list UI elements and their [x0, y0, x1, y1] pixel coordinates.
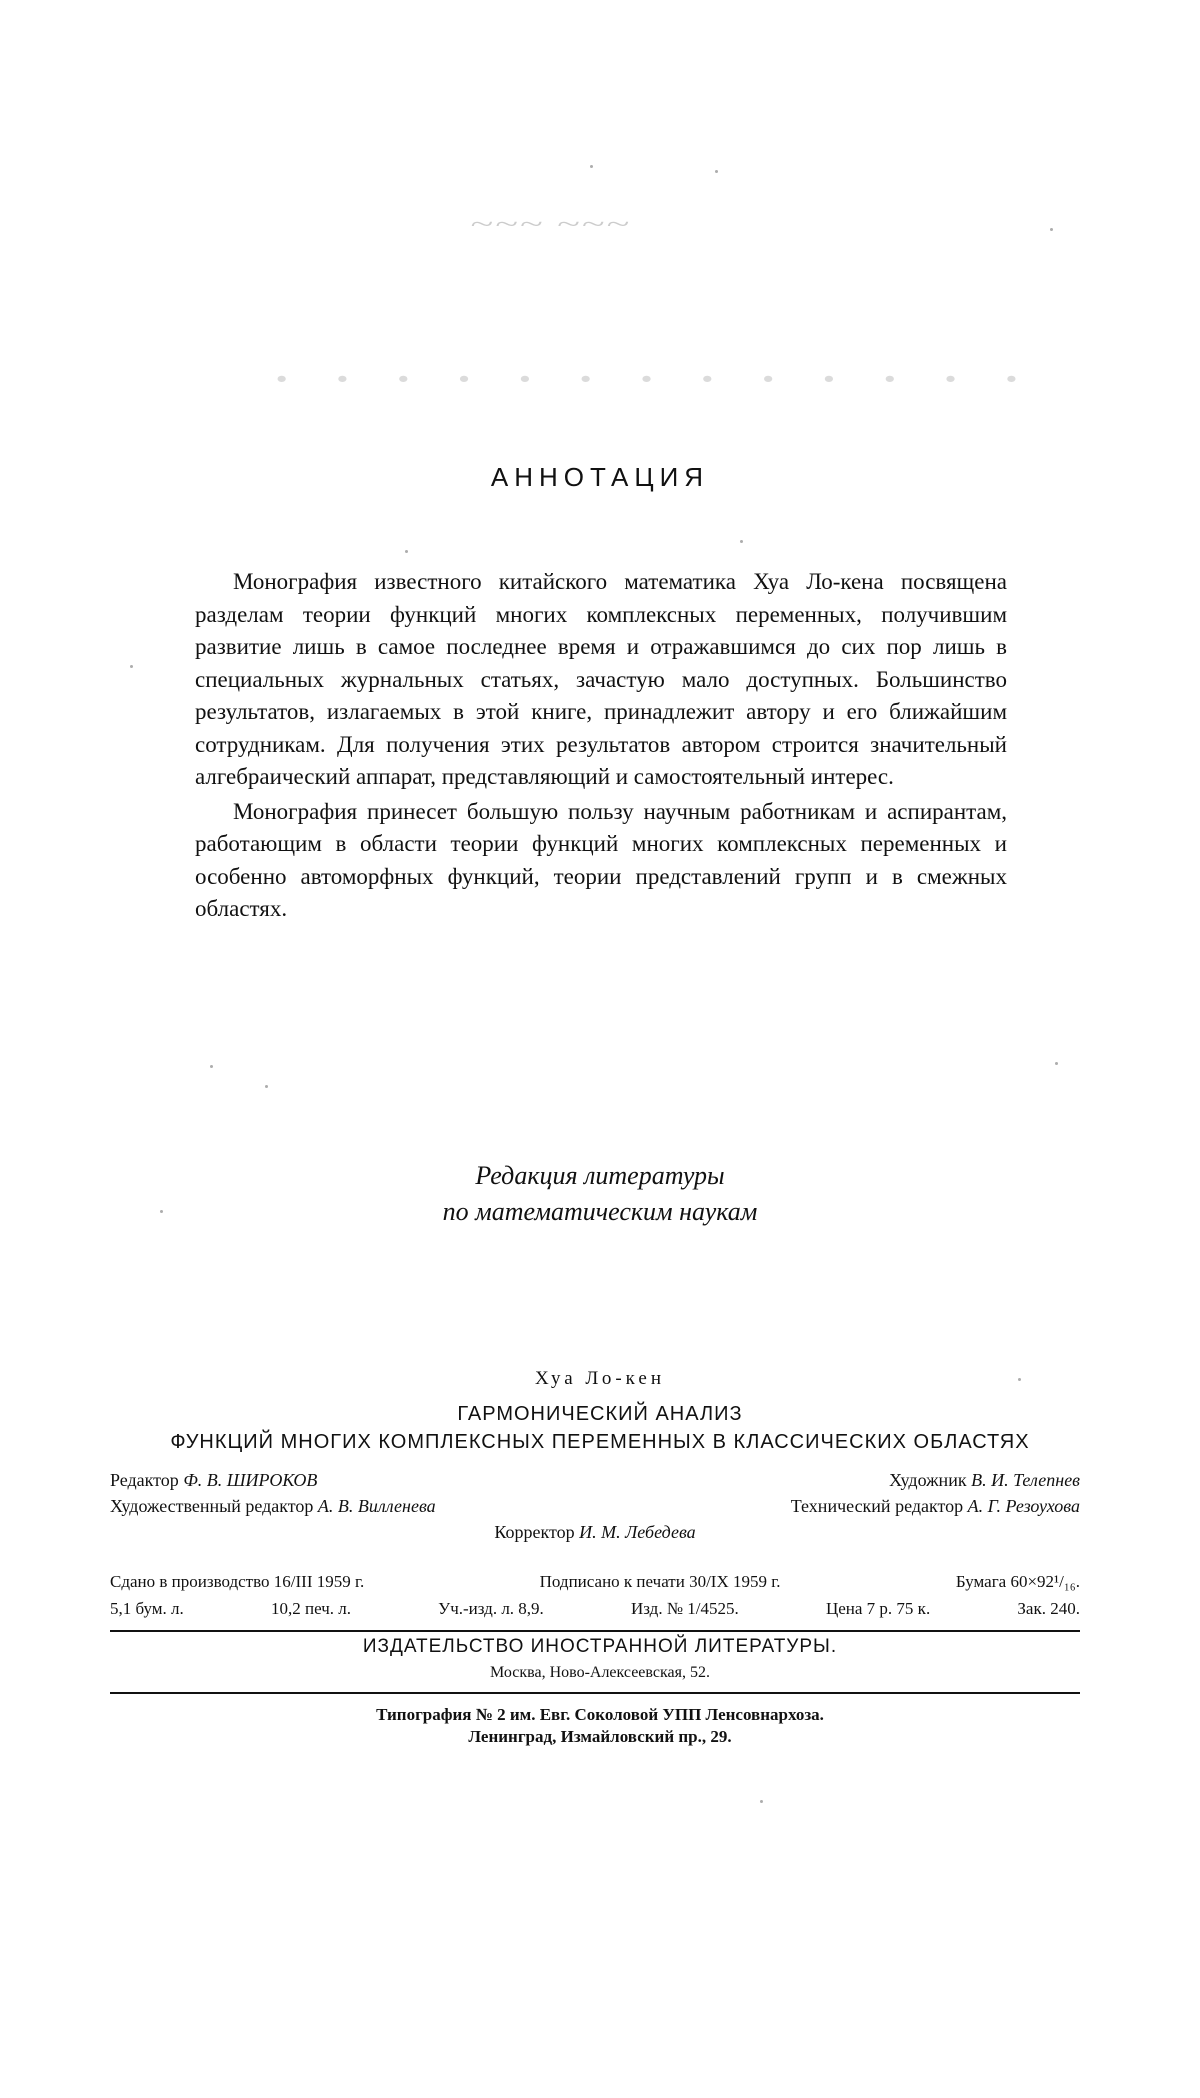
editorial-department: [0, 1158, 1200, 1230]
divider: [110, 1692, 1080, 1694]
proofreader-name: И. М. Лебедева: [579, 1522, 696, 1542]
credit-row: [110, 1470, 1080, 1496]
bleed-through-mark: · · · · · · · · · · · · ·: [270, 350, 1034, 409]
divider: [110, 1630, 1080, 1632]
scan-speck: [760, 1800, 763, 1803]
print-info-row: [110, 1599, 1080, 1626]
print-info-item: Подписано к печати 30/IX 1959 г.: [539, 1572, 781, 1591]
credit-row: [110, 1496, 1080, 1522]
book-title: [0, 1400, 1200, 1456]
scan-speck: [265, 1085, 268, 1088]
scan-speck: [1050, 228, 1053, 231]
editor-credit: [110, 1470, 317, 1491]
editor-label: Редактор: [110, 1470, 179, 1490]
art-editor-label: Художественный редактор: [110, 1496, 314, 1516]
print-info-item: Уч.-изд. л. 8,9.: [438, 1599, 544, 1618]
tech-editor-credit: [791, 1496, 1080, 1517]
credit-row: [110, 1522, 1080, 1548]
annotation-paragraph: Монография известного китайского математика Хуа Ло-кена посвящена разделам теории функций многих комплексных переменных, получившим развитие лишь в самое последнее время и отражавшимся до сих пор лишь в специальных журнальных статьях, зачастую мало доступных. Большинство результатов, излагаемых в этой книге, принадлежит автору и его ближайшим сотрудникам. Для получения этих результатов автором строится значительный алгебраический аппарат, представляющий и самостоятельный интерес.: [195, 569, 1007, 789]
art-editor-credit: [110, 1496, 436, 1517]
print-info-row: [110, 1572, 1080, 1599]
proofreader-label: Корректор: [494, 1522, 575, 1542]
credits: [110, 1470, 1080, 1548]
print-info-item: Сдано в производство 16/III 1959 г.: [110, 1572, 365, 1591]
editor-name: Ф. В. ШИРОКОВ: [183, 1470, 318, 1490]
print-info-item: Изд. № 1/4525.: [631, 1599, 739, 1618]
proofreader-credit: [110, 1522, 1080, 1543]
artist-name: В. И. Телепнев: [971, 1470, 1080, 1490]
tech-editor-name: А. Г. Резоухова: [967, 1496, 1080, 1516]
book-title-line: ГАРМОНИЧЕСКИЙ АНАЛИЗ: [457, 1403, 743, 1425]
annotation-paragraph: Монография принесет большую пользу научным работникам и аспирантам, работающим в области теории функций многих комплексных переменных и особенно автоморфных функций, теории представлений групп и в смежных областях.: [195, 798, 1007, 921]
art-editor-name: А. В. Вилленева: [317, 1496, 436, 1516]
scan-speck: [740, 540, 743, 543]
annotation-body: [195, 566, 1007, 928]
publisher-name: ИЗДАТЕЛЬСТВО ИНОСТРАННОЙ ЛИТЕРАТУРЫ.: [362, 1636, 838, 1657]
scan-speck: [405, 550, 408, 553]
printing-house: [0, 1704, 1200, 1748]
artist-label: Художник: [889, 1470, 967, 1490]
print-info-item: Цена 7 р. 75 к.: [825, 1599, 931, 1618]
scan-speck: [210, 1065, 213, 1068]
printing-house-line: Типография № 2 им. Евг. Соколовой УПП Ленсовнархоза.: [376, 1705, 824, 1724]
scan-speck: [130, 665, 133, 668]
tech-editor-label: Технический редактор: [790, 1496, 964, 1516]
book-title-line: ФУНКЦИЙ МНОГИХ КОМПЛЕКСНЫХ ПЕРЕМЕННЫХ В КЛАССИЧЕСКИХ ОБЛАСТЯХ: [170, 1431, 1030, 1453]
editorial-line: по математическим наукам: [442, 1197, 758, 1226]
print-info-item: 10,2 печ. л.: [270, 1599, 351, 1618]
bleed-through-mark: ~~~ ~~~: [470, 210, 631, 238]
print-info-item: Зак. 240.: [1017, 1599, 1080, 1618]
print-info-item: 5,1 бум. л.: [110, 1599, 184, 1618]
printing-house-line: Ленинград, Измайловский пр., 29.: [468, 1727, 732, 1746]
book-author: Хуа Ло-кен: [534, 1368, 666, 1389]
print-info: [110, 1572, 1080, 1626]
scan-speck: [715, 170, 718, 173]
print-info-item: Бумага 60×92¹/₁₆.: [955, 1572, 1080, 1591]
editorial-line: Редакция литературы: [475, 1161, 725, 1190]
artist-credit: [889, 1470, 1080, 1491]
annotation-title: АННОТАЦИЯ: [490, 462, 710, 492]
scan-speck: [590, 165, 593, 168]
scan-speck: [1055, 1062, 1058, 1065]
publisher-address: Москва, Ново-Алексеевская, 52.: [490, 1664, 710, 1681]
